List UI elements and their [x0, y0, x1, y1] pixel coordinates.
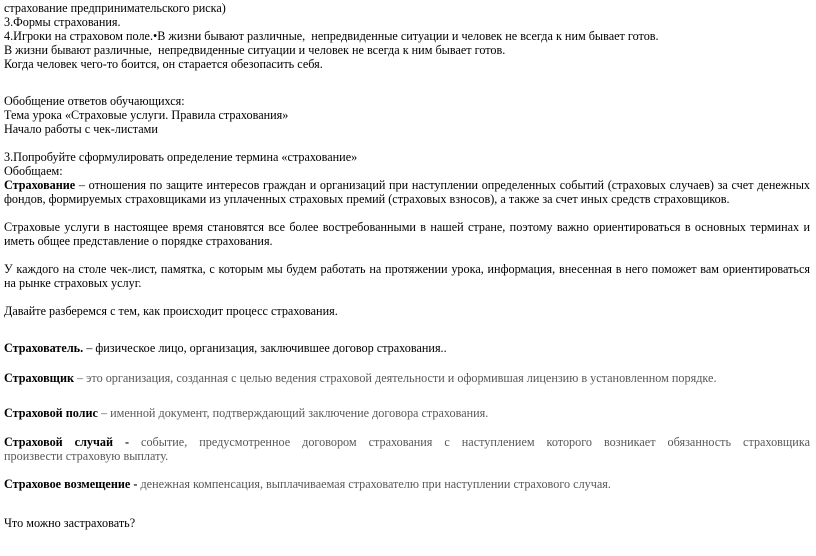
question-what-can-be-insured: Что можно застраховать? [4, 516, 136, 530]
term-insurance: Страхование [4, 178, 76, 192]
definition-policy [4, 406, 810, 420]
summary-paragraph [4, 94, 810, 136]
text-line: Начало работы с чек-листами [4, 122, 158, 136]
task-line-define: 3.Попробуйте сформулировать определение термина «страхование» [4, 150, 358, 164]
text-line: В жизни бывают различные, непредвиденные ситуации и человек не всегда к ним бывает готов. [4, 43, 506, 57]
definition-insurance [4, 178, 810, 206]
text-line: 3.Формы страхования. [4, 15, 121, 29]
definition-insurer-text: – это организация, созданная с целью ведения страховой деятельности и оформившая лицензию в установленном порядке. [73, 371, 717, 385]
paragraph-checklist: У каждого на столе чек-лист, памятка, с которым мы будем работать на протяжении урока, информация, внесенная в него поможет вам ориентироваться на рынке страховых услуг. [4, 262, 810, 290]
definition-insured-event-text2: произвести страховую выплату. [4, 449, 169, 463]
intro-paragraph [4, 1, 810, 71]
term-insurer: Страховщик [4, 371, 74, 385]
paragraph-services: Страховые услуги в настоящее время становятся все более востребованными в нашей стране, поэтому важно ориентироваться в основных терминах и иметь общее представление о порядке страхования. [4, 220, 810, 248]
definition-compensation [4, 477, 810, 491]
text-line: Тема урока «Страховые услуги. Правила страхования» [4, 108, 289, 122]
definition-insured-event [4, 435, 810, 463]
term-compensation: Страховое возмещение - [4, 477, 141, 491]
definition-insured-event-line1 [4, 435, 810, 449]
text-line: 4.Игроки на страховом поле.•В жизни бывают различные, непредвиденные ситуации и человек не всегда к ним бывает готов. [4, 29, 659, 43]
text-line: Когда человек чего-то боится, он старается обезопасить себя. [4, 57, 323, 71]
task-line-summarize: Обобщаем: [4, 164, 63, 178]
definition-insured [4, 341, 810, 355]
term-insured: Страхователь. [4, 341, 84, 355]
paragraph-lets-figure-out: Давайте разберемся с тем, как происходит процесс страхования. [4, 304, 338, 318]
definition-insured-text: – физическое лицо, организация, заключившее договор страхования.. [83, 341, 447, 355]
definition-policy-text: – именной документ, подтверждающий заключение договора страхования. [97, 406, 489, 420]
definition-insured-event-text1: событие, предусмотренное договором страхования с наступлением которого возникает обязанность страховщика [141, 435, 810, 449]
text-line: Обобщение ответов обучающихся: [4, 94, 185, 108]
task-block [4, 150, 810, 206]
definition-insurer [4, 371, 810, 385]
text-line: страхование предпринимательского риска) [4, 1, 226, 15]
term-policy: Страховой полис [4, 406, 98, 420]
definition-insurance-text: – отношения по защите интересов граждан и организаций при наступлении определенных событий (страховых случаев) за счет денежных фондов, формируемых страховщиками из уплаченных страховых премий (страховых взносов), а также за счет иных средств страховщиков. [4, 178, 810, 206]
definition-compensation-text: денежная компенсация, выплачиваемая страхователю при наступлении страхового случая. [140, 477, 611, 491]
term-insured-event: Страховой случай - [4, 435, 142, 449]
